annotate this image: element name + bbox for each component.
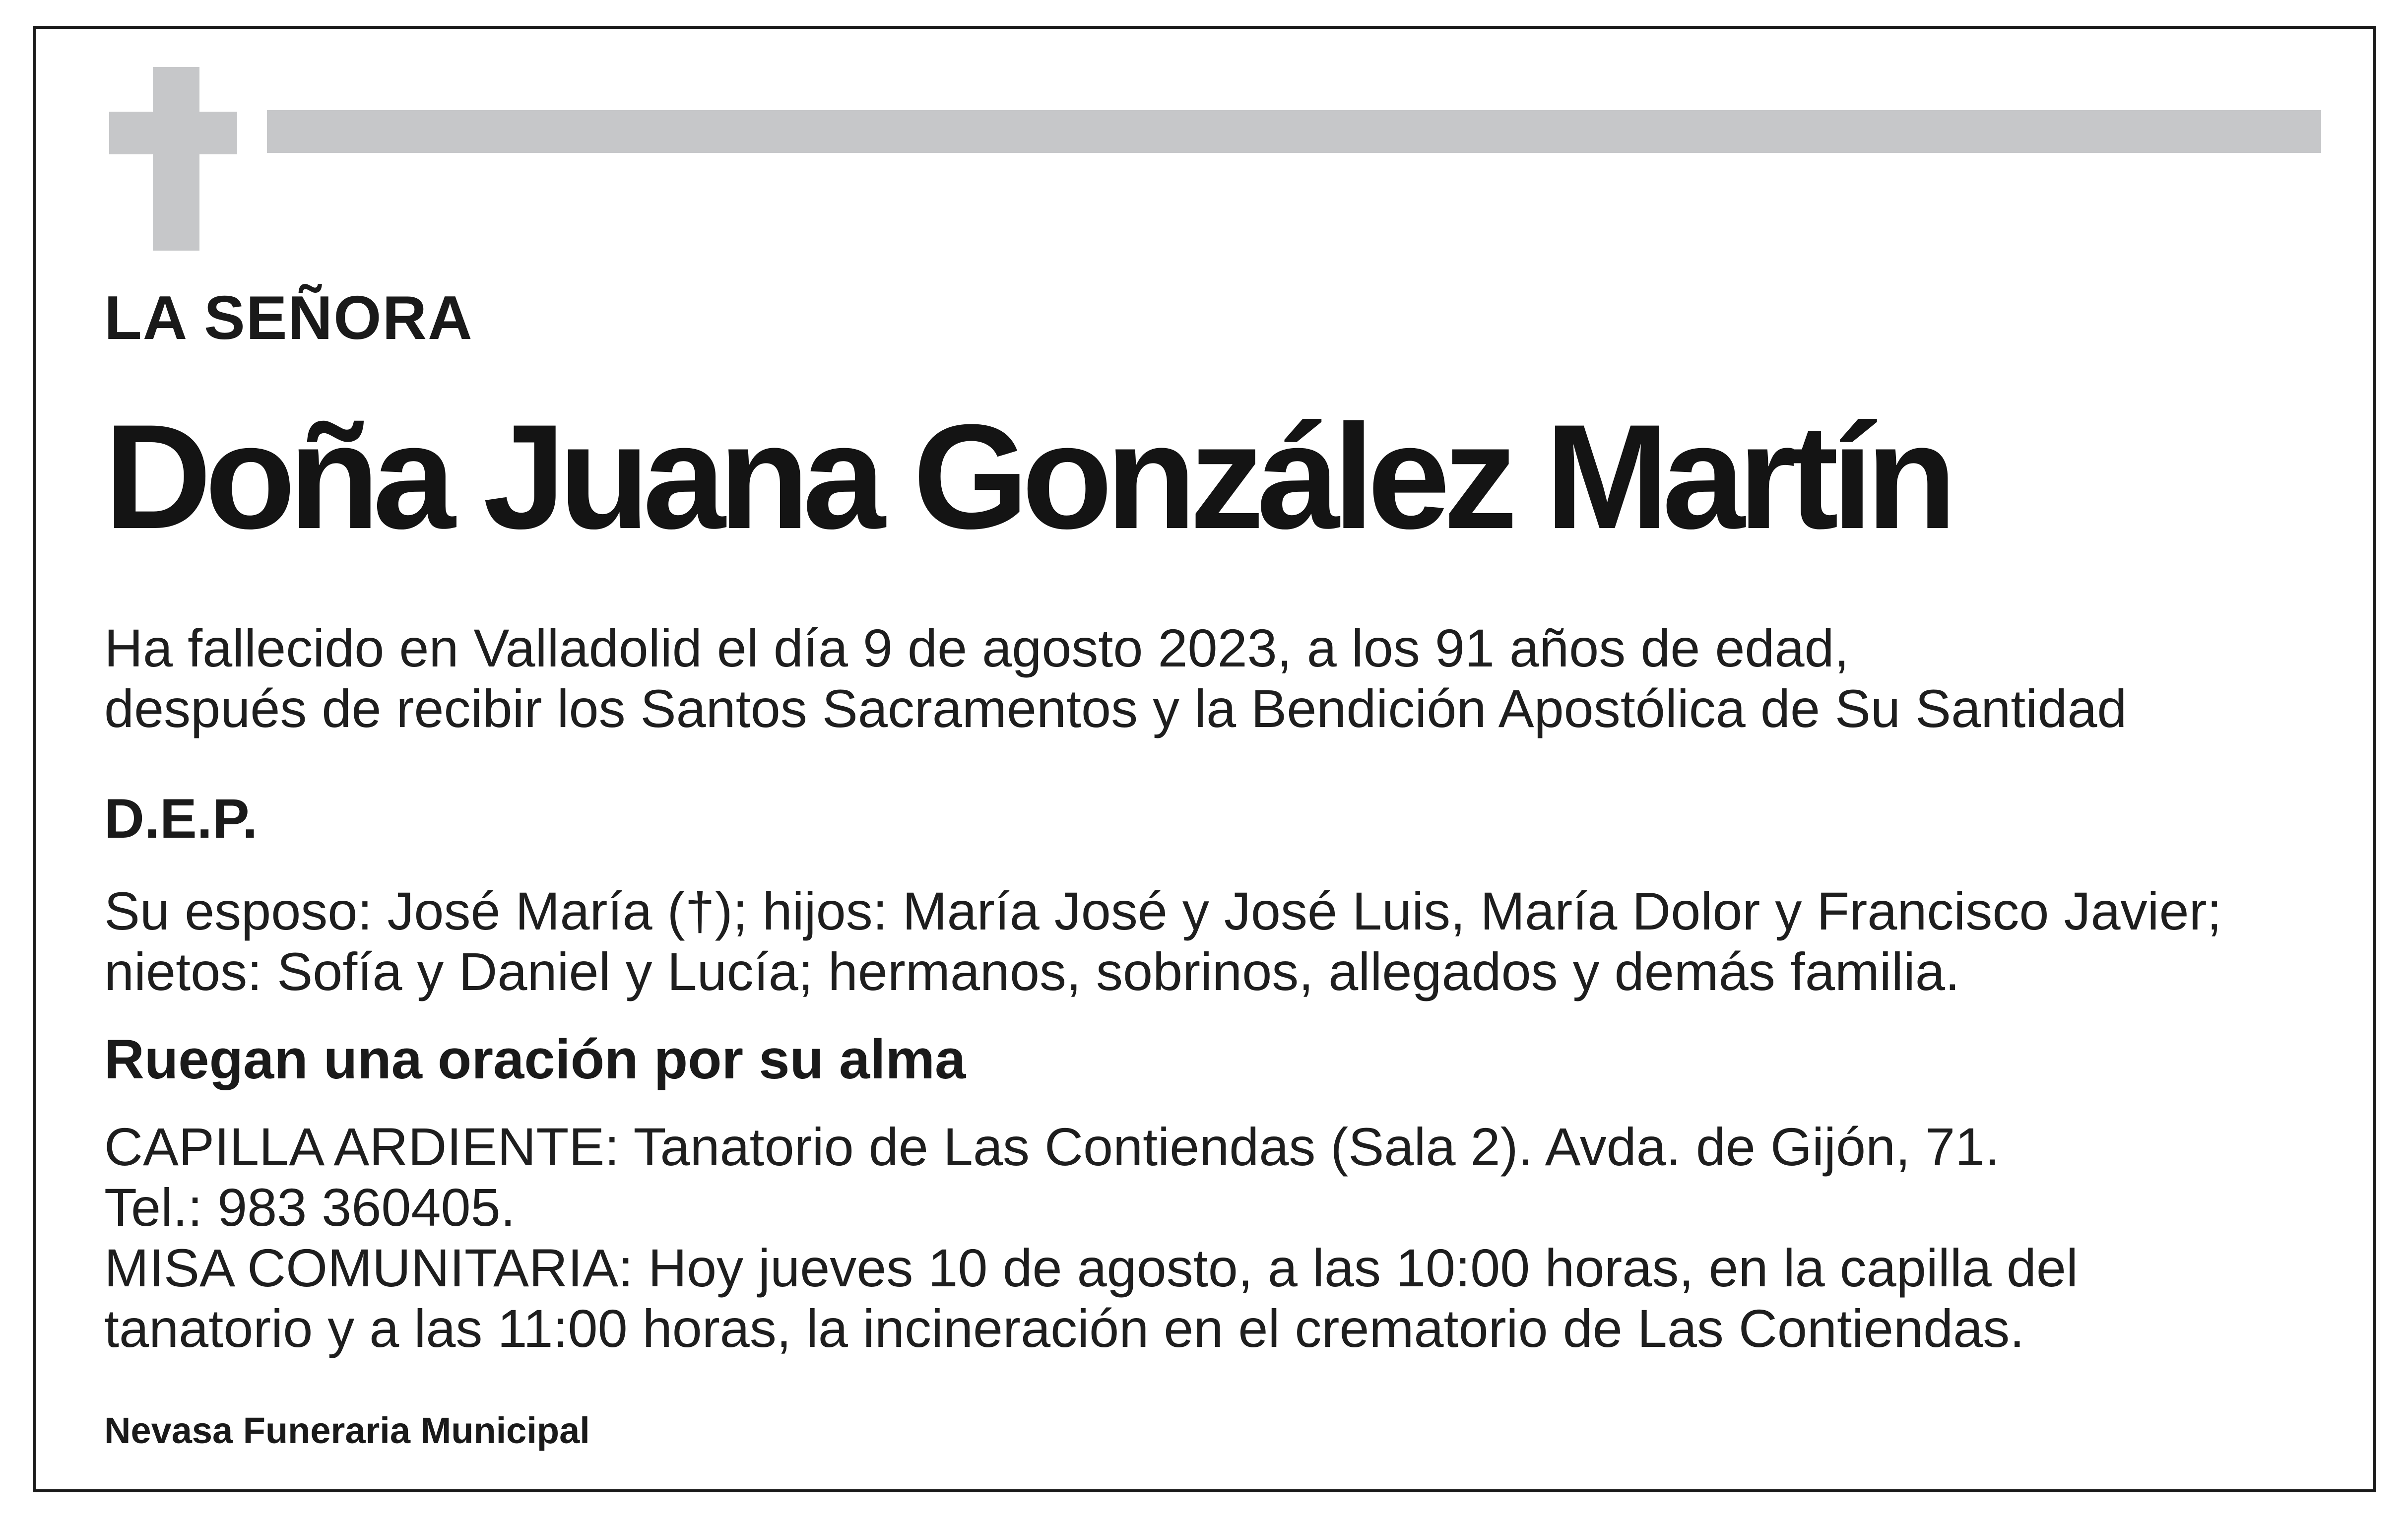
- cross-icon: [109, 67, 237, 251]
- title-label: LA SEÑORA: [104, 284, 473, 352]
- family-text-line: Su esposo: José María (†); hijos: María José y José Luis, María Dolor y Francisco Javier;: [104, 881, 2222, 941]
- services-line: CAPILLA ARDIENTE: Tanatorio de Las Contiendas (Sala 2). Avda. de Gijón, 71.: [104, 1117, 2000, 1177]
- cross-vertical-bar: [153, 67, 199, 251]
- death-text-line: después de recibir los Santos Sacramentos y la Bendición Apostólica de Su Santidad: [104, 678, 2127, 738]
- services-line: tanatorio y a las 11:00 horas, la incineración en el crematorio de Las Contiendas.: [104, 1298, 2025, 1358]
- services-text: [104, 1117, 2078, 1359]
- dep-label: D.E.P.: [104, 788, 258, 850]
- cross-horizontal-bar: [109, 112, 237, 154]
- prayer-request: Ruegan una oración por su alma: [104, 1028, 966, 1090]
- death-text: [104, 618, 2127, 739]
- family-text-line: nietos: Sofía y Daniel y Lucía; hermanos, sobrinos, allegados y demás familia.: [104, 941, 1960, 1001]
- death-text-line: Ha fallecido en Valladolid el día 9 de agosto 2023, a los 91 años de edad,: [104, 618, 1849, 678]
- header-rule: [267, 110, 2321, 153]
- funeral-home-name: Nevasa Funeraria Municipal: [104, 1410, 590, 1451]
- deceased-name: Doña Juana González Martín: [104, 393, 1950, 560]
- family-text: [104, 881, 2222, 1002]
- services-line: MISA COMUNITARIA: Hoy jueves 10 de agosto, a las 10:00 horas, en la capilla del: [104, 1238, 2078, 1298]
- services-line: Tel.: 983 360405.: [104, 1177, 516, 1237]
